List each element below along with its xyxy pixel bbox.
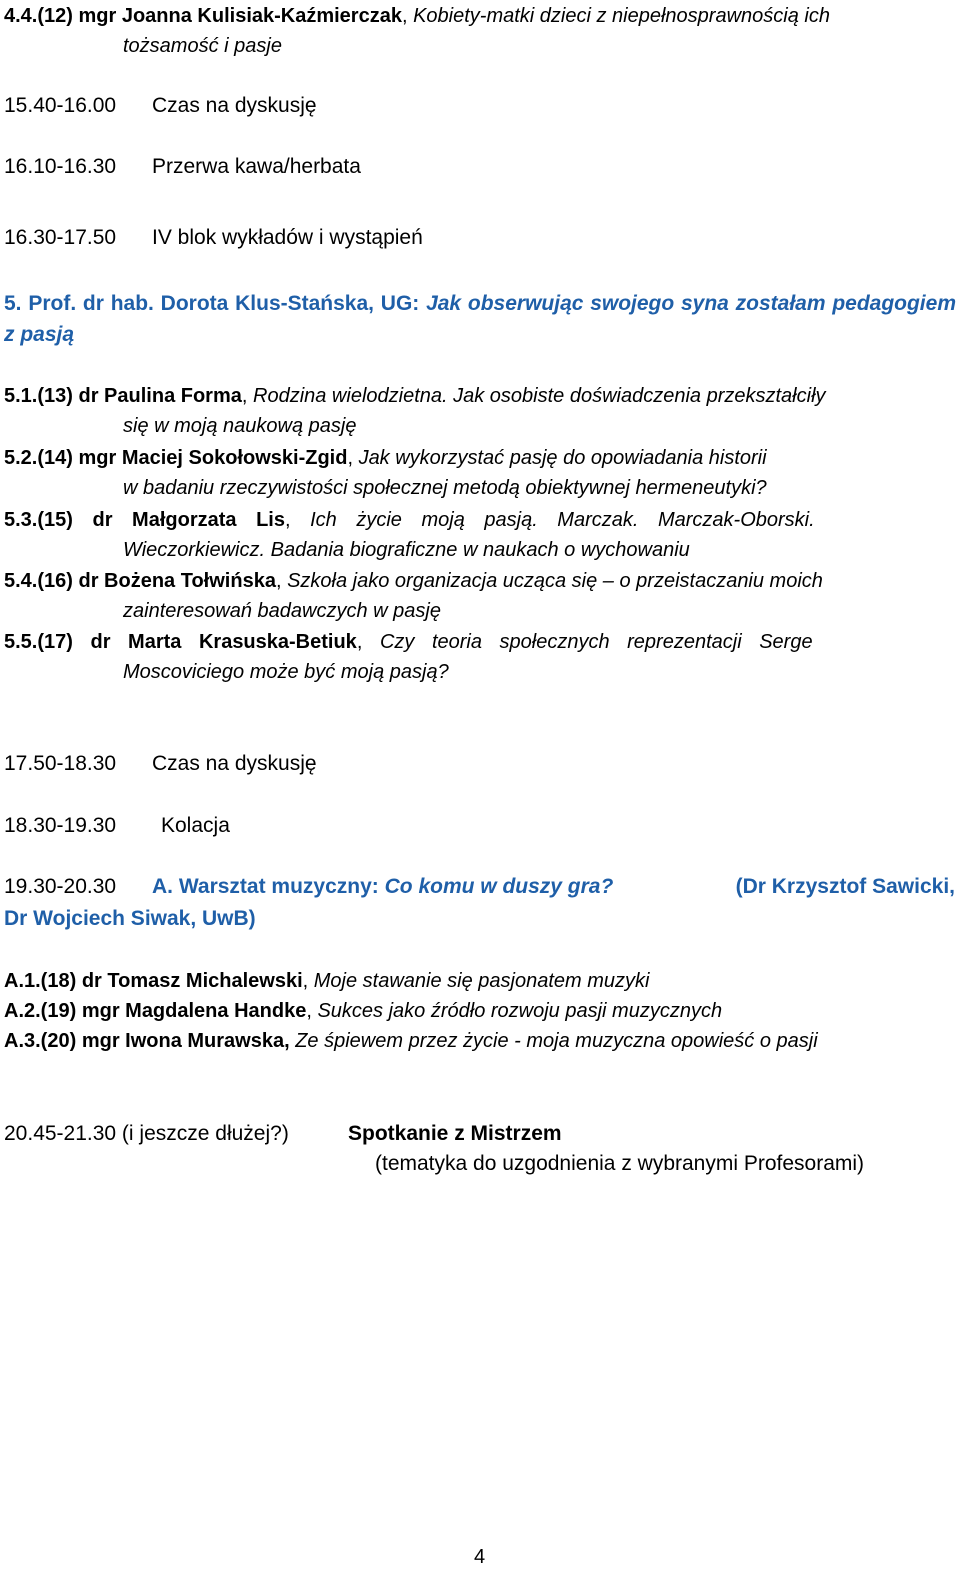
schedule-row [4,812,230,840]
schedule-row [4,92,317,120]
schedule-label: Czas na dyskusję [152,94,317,117]
schedule-row [4,153,361,181]
schedule-time: 15.40-16.00 [4,94,117,117]
talk-title: Sukces jako źródło rozwoju pasji muzycznych [317,1000,723,1022]
page-number: 4 [474,1546,486,1568]
meeting-title: Spotkanie z Mistrzem [348,1122,562,1145]
schedule-label: Czas na dyskusję [152,752,317,775]
item-number: A.1.(18) [4,970,77,992]
sub-item-a-1: A.1.(18) dr Tomasz Michalewski, Moje stawanie się pasjonatem muzyki [4,970,650,992]
talk-title-cont: się w moją naukową pasję [123,415,357,437]
speaker-name: mgr Iwona Murawska, [81,1030,290,1052]
item-number: 4.4.(12) [4,5,73,27]
sub-item-5-1: 5.1.(13) dr Paulina Forma, Rodzina wielodzietna. Jak osobiste doświadczenia przekształciły [4,385,826,407]
speaker-name: dr Marta Krasuska-Betiuk [90,631,357,653]
speaker-name: mgr Maciej Sokołowski-Zgid [78,447,348,469]
item-number: 5.3.(15) [4,509,73,531]
speaker-name: dr Bożena Tołwińska [78,570,276,592]
lecture-title-cont: pedagogiem z pasją [4,292,956,346]
workshop-letter: A. [152,875,173,898]
lecture-number: 5. [4,292,22,315]
schedule-row [4,750,317,778]
speaker-name: dr Małgorzata Lis [92,509,285,531]
talk-title-cont: zainteresowań badawczych w pasję [123,600,441,622]
talk-title: Moje stawanie się pasjonatem muzyki [313,970,650,992]
sub-item-5-5: 5.5.(17) dr Marta Krasuska-Betiuk, Czy teoria społecznych reprezentacji Serge [4,631,813,653]
item-4-4-12: 4.4.(12) mgr Joanna Kulisiak-Kaźmierczak, Kobiety-matki dzieci z niepełnosprawnością ich [4,5,830,27]
schedule-label: Kolacja [161,814,230,837]
schedule-label: IV blok wykładów i wystąpień [152,226,423,249]
speaker-name: dr Paulina Forma [78,385,242,407]
talk-title: Szkoła jako organizacja ucząca się – o przeistaczaniu moich [287,570,823,592]
schedule-row [4,224,423,252]
talk-title: Jak wykorzystać pasję do opowiadania historii [358,447,767,469]
item-number: A.2.(19) [4,1000,77,1022]
sub-item-a-2: A.2.(19) mgr Magdalena Handke, Sukces jako źródło rozwoju pasji muzycznych [4,1000,723,1022]
schedule-time: 18.30-19.30 [4,814,117,837]
schedule-label: Przerwa kawa/herbata [152,155,361,178]
workshop-title: Co komu w duszy gra? [384,875,614,898]
lecture-speaker: Prof. dr hab. Dorota Klus-Stańska, UG: [28,292,420,315]
sub-item-5-2: 5.2.(14) mgr Maciej Sokołowski-Zgid, Jak wykorzystać pasję do opowiadania historii [4,447,767,469]
sub-item-5-3: 5.3.(15) dr Małgorzata Lis, Ich życie moją pasją. Marczak. Marczak-Oborski. [4,509,815,531]
sub-item-5-4: 5.4.(16) dr Bożena Tołwińska, Szkoła jako organizacja ucząca się – o przeistaczaniu moich [4,570,823,592]
talk-title: Ich życie moją pasją. Marczak. Marczak-Oborski. [310,509,815,531]
workshop-leaders-cont: Dr Wojciech Siwak, UwB) [4,907,256,930]
workshop-prefix: Warsztat muzyczny: [178,875,379,898]
talk-title: Rodzina wielodzietna. Jak osobiste doświadczenia przekształciły [253,385,826,407]
schedule-time: 16.30-17.50 [4,226,117,249]
talk-title: Ze śpiewem przez życie - moja muzyczna opowieść o pasji [295,1030,818,1052]
workshop-time: 19.30-20.30 [4,875,117,898]
sub-item-a-3 [4,1027,818,1055]
schedule-time: 17.50-18.30 [4,752,117,775]
schedule-time: 16.10-16.30 [4,155,117,178]
speaker-name: mgr Magdalena Handke [81,1000,307,1022]
talk-title-cont: tożsamość i pasje [123,35,282,57]
speaker-name: mgr Joanna Kulisiak-Kaźmierczak [78,5,402,27]
meeting-time: 20.45-21.30 (i jeszcze dłużej?) [4,1122,289,1145]
lecture-title: Jak obserwując swojego syna zostałam [426,292,826,315]
meeting-note: (tematyka do uzgodnienia z wybranymi Profesorami) [375,1152,865,1175]
talk-title: Czy teoria społecznych reprezentacji Serge [379,631,813,653]
talk-title: Kobiety-matki dzieci z niepełnosprawnością ich [413,5,830,27]
item-number: 5.5.(17) [4,631,73,653]
item-number: 5.1.(13) [4,385,73,407]
talk-title-cont: w badaniu rzeczywistości społecznej metodą obiektywnej hermeneutyki? [123,477,767,499]
talk-title-cont: Moscoviciego może być moją pasją? [123,661,449,683]
workshop-leaders: (Dr Krzysztof Sawicki, [735,875,955,898]
item-number: 5.4.(16) [4,570,73,592]
item-number: A.3.(20) [4,1030,77,1052]
talk-title-cont: Wieczorkiewicz. Badania biograficzne w naukach o wychowaniu [123,539,690,561]
item-number: 5.2.(14) [4,447,73,469]
speaker-name: dr Tomasz Michalewski [81,970,303,992]
lecture-5 [4,288,956,350]
